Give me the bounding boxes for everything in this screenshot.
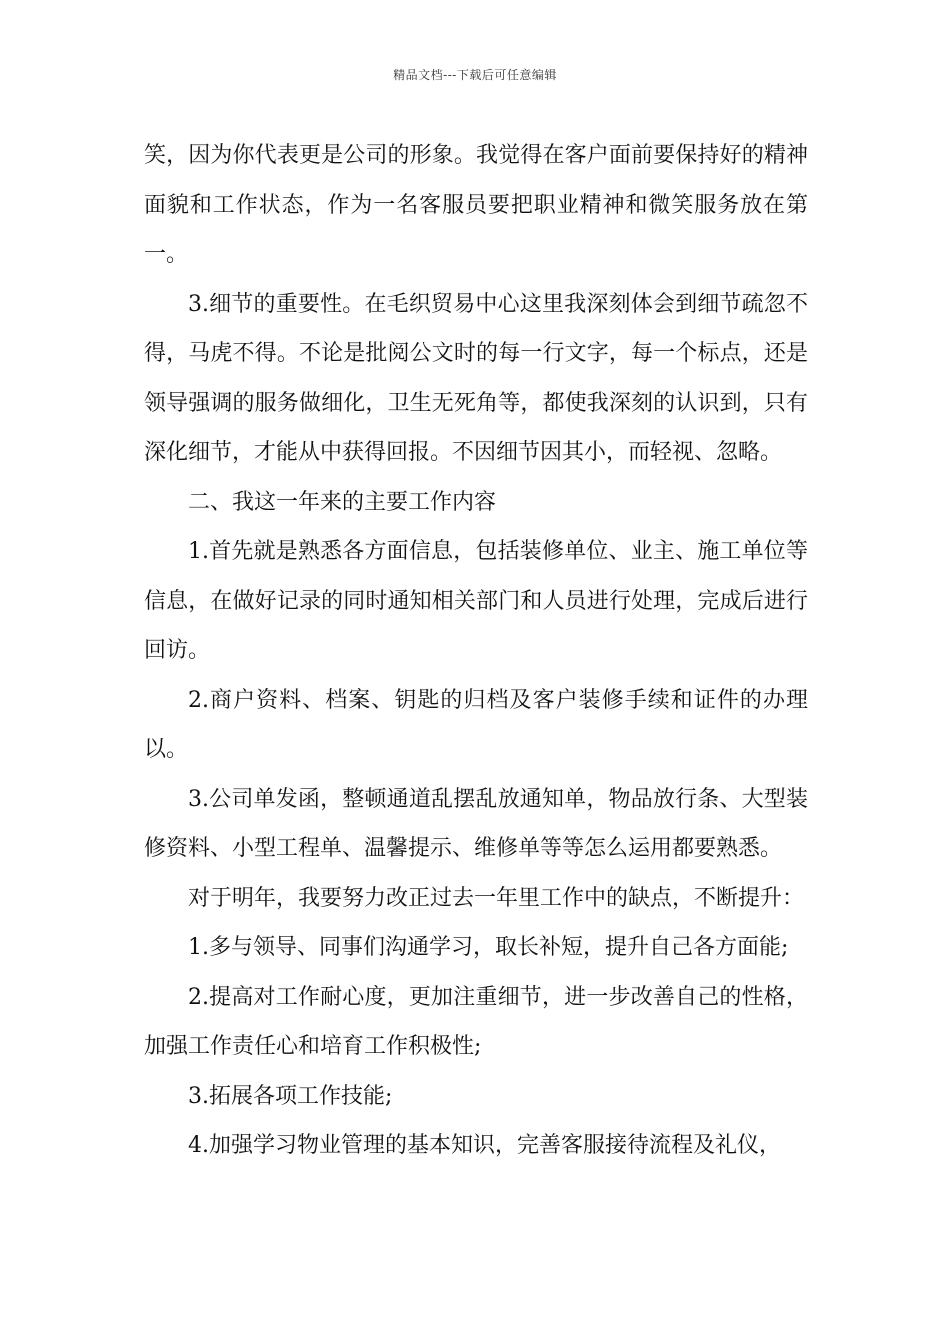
paragraph-1: 笑，因为你代表更是公司的形象。我觉得在客户面前要保持好的精神面貌和工作状态，作为一名客服员要把职业精神和微笑服务放在第一。 (144, 143, 808, 267)
paragraph-8: 2.提高对工作耐心度，更加注重细节，进一步改善自己的性格，加强工作责任心和培育工作积极性; (144, 984, 808, 1059)
paragraph-7: 1.多与领导、同事们沟通学习，取长补短，提升自己各方面能; (188, 935, 789, 960)
paragraph-10: 4.加强学习物业管理的基本知识，完善客服接待流程及礼仪， (188, 1133, 781, 1158)
paragraph-9: 3.拓展各项工作技能; (188, 1083, 393, 1109)
paragraph-4: 2.商户资料、档案、钥匙的归档及客户装修手续和证件的办理以。 (144, 687, 808, 762)
page-header: 精品文档---下载后可任意编辑 (393, 68, 557, 82)
section-heading: 二、我这一年来的主要工作内容 (188, 489, 497, 515)
paragraph-6: 对于明年，我要努力改正过去一年里工作中的缺点，不断提升： (188, 885, 805, 911)
paragraph-3: 1.首先就是熟悉各方面信息，包括装修单位、业主、施工单位等信息，在做好记录的同时通知相关部门和人员进行处理，完成后进行回访。 (144, 539, 808, 663)
paragraph-2: 3.细节的重要性。在毛织贸易中心这里我深刻体会到细节疏忽不得，马虎不得。不论是批阅公文时的每一行文字，每一个标点，还是领导强调的服务做细化，卫生无死角等，都使我深刻的认识到，只有深化细节，才能从中获得回报。不因细节因其小，而轻视、忽略。 (144, 291, 808, 465)
document-body (144, 131, 808, 1171)
paragraph-5: 3.公司单发函，整顿通道乱摆乱放通知单，物品放行条、大型装修资料、小型工程单、温馨提示、维修单等等怎么运用都要熟悉。 (144, 786, 808, 861)
